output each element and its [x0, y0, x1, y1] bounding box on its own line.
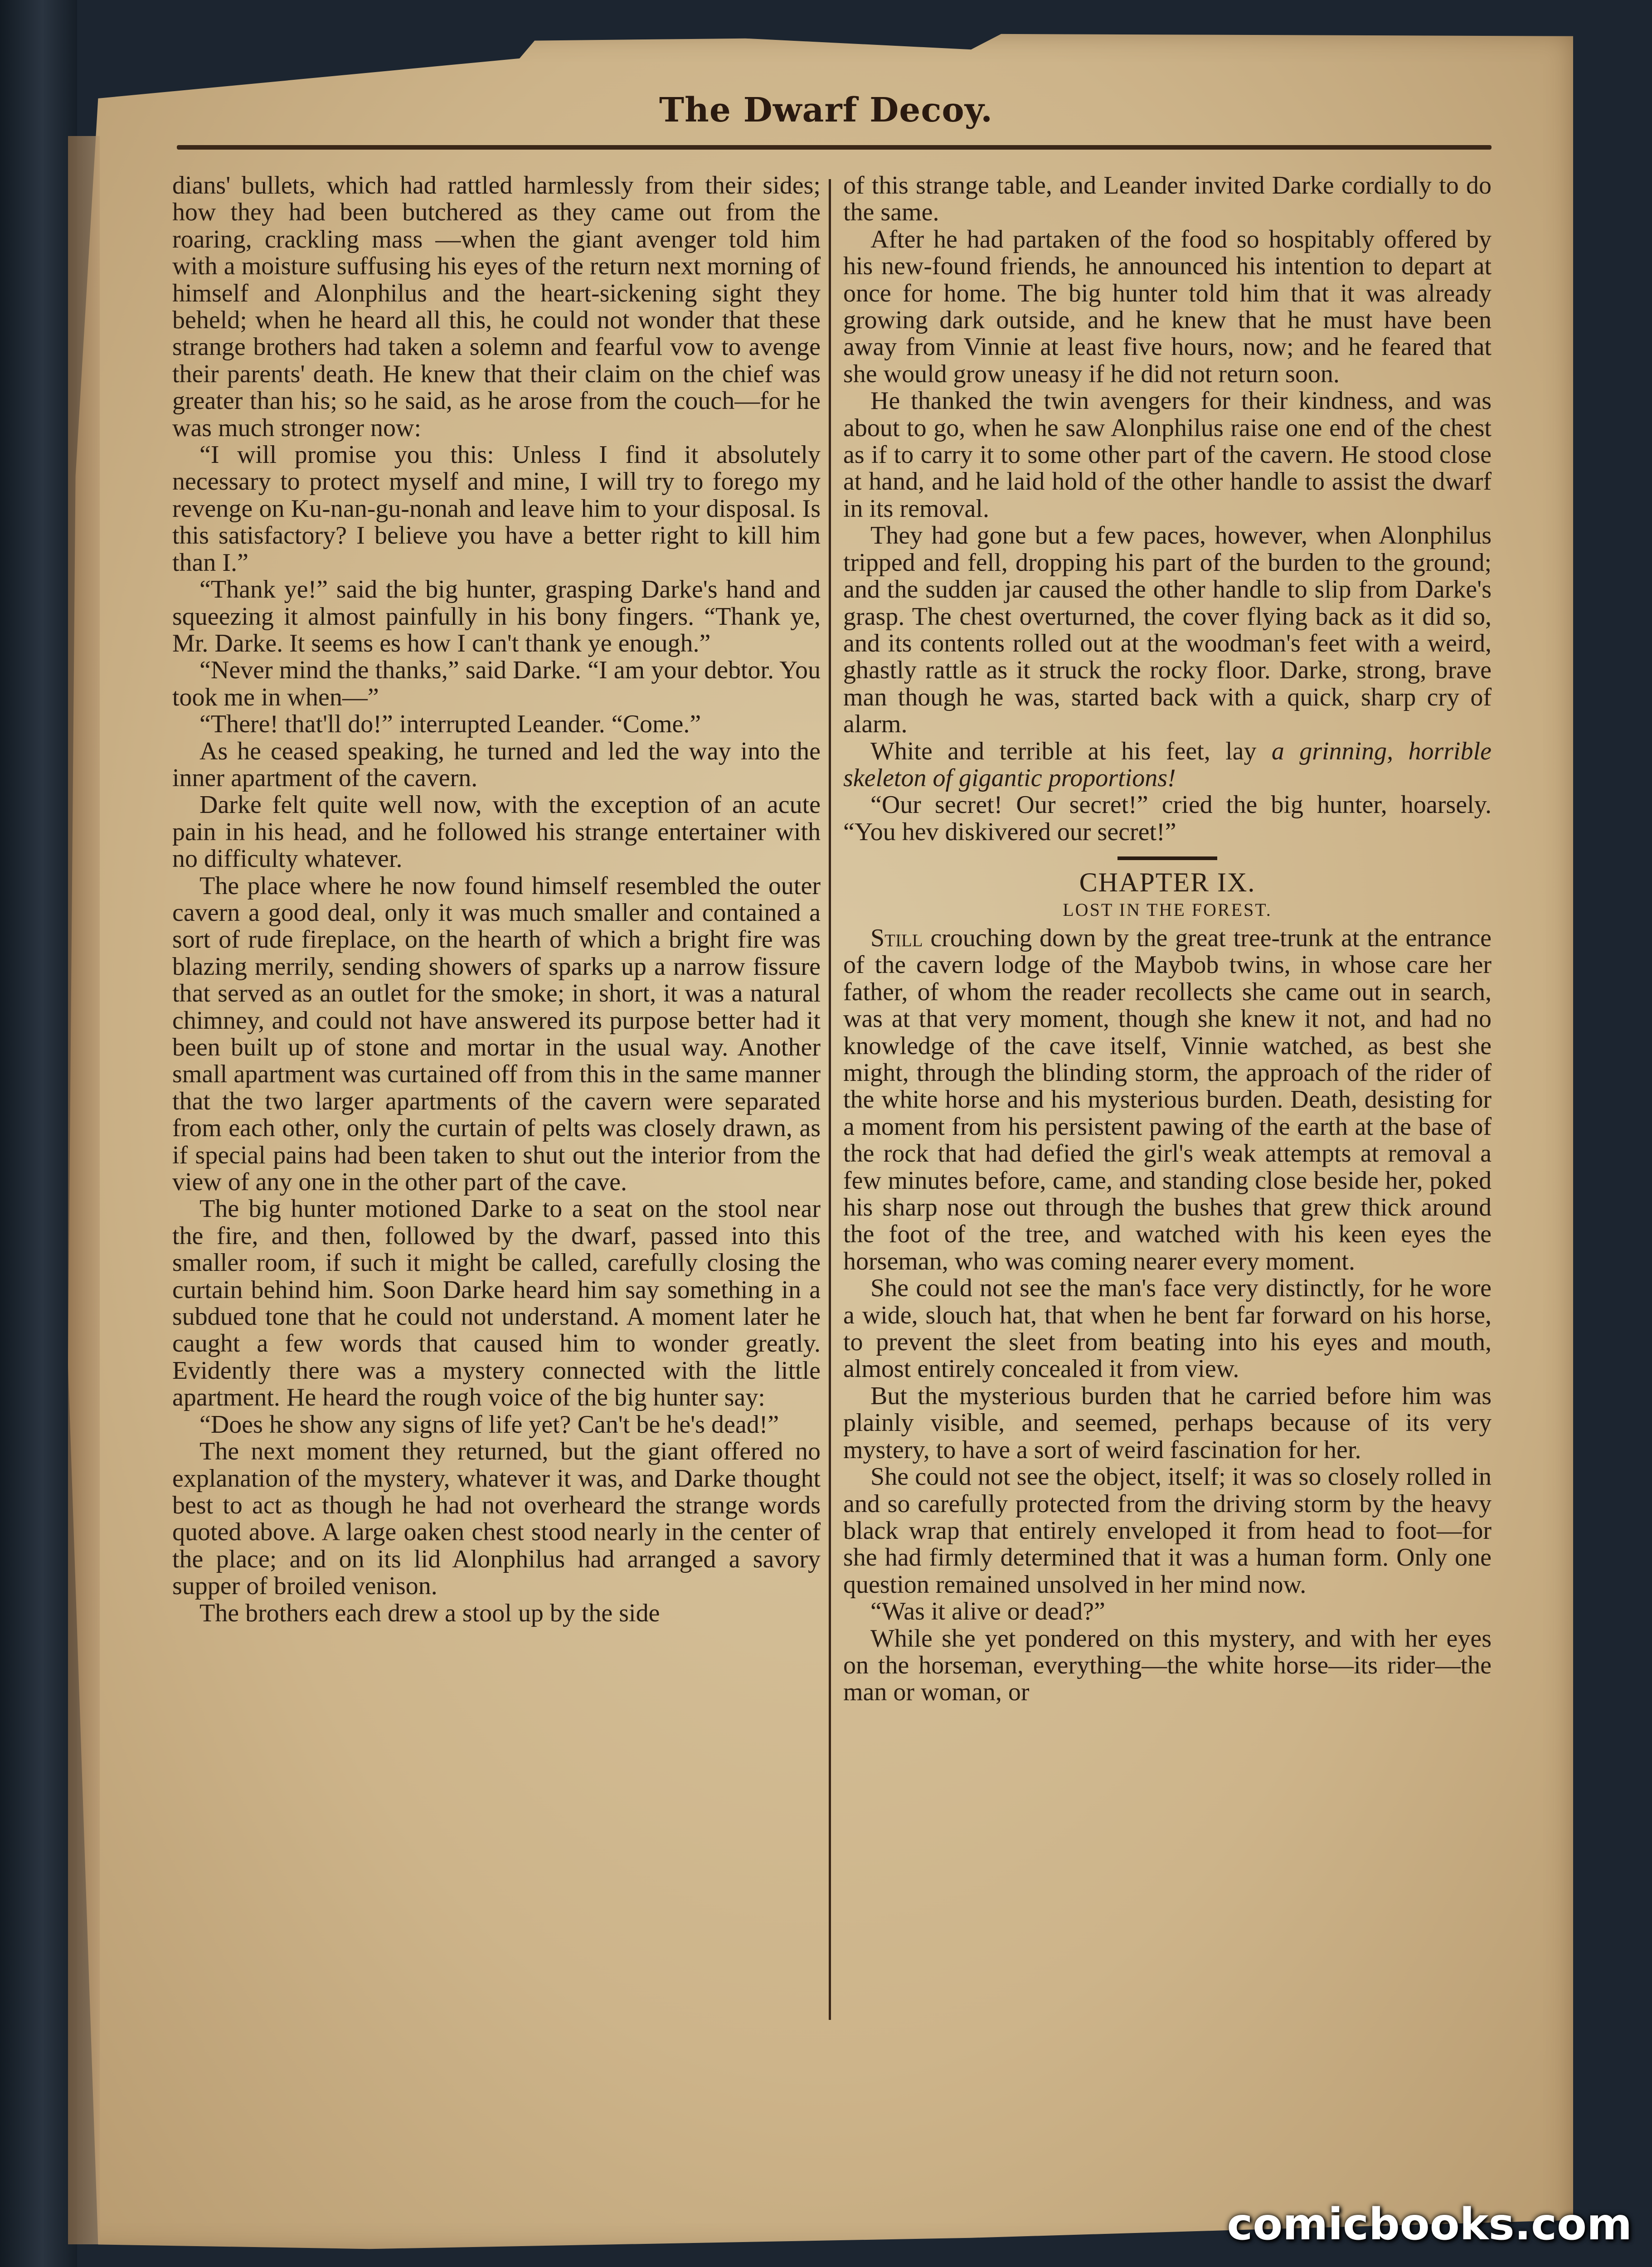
- paragraph: [172, 576, 821, 657]
- paragraph: [172, 442, 821, 576]
- paragraph: [843, 738, 1492, 792]
- paragraph: [172, 1600, 821, 1627]
- chapter-subtitle: LOST IN THE FOREST.: [1063, 899, 1272, 920]
- paragraph: [843, 792, 1492, 846]
- paragraph-text: “Does he show any signs of life yet? Can't be he's dead!”: [199, 1410, 779, 1439]
- column-divider: [829, 179, 831, 2020]
- paragraph-text: “Thank ye!” said the big hunter, grasping Darke's hand and squeezing it almost painfully in his bony fingers. “Thank ye, Mr. Darke. It seems es how I can't thank ye enough.”: [172, 575, 821, 657]
- chapter-title: CHAPTER IX.: [1079, 867, 1256, 898]
- paragraph: [843, 1464, 1492, 1598]
- paragraph: [172, 792, 821, 872]
- running-head-title: The Dwarf Decoy.: [659, 91, 993, 130]
- paragraph: [843, 1275, 1492, 1383]
- paragraph: [172, 657, 821, 711]
- paragraph: [172, 873, 821, 1196]
- paragraph: [172, 738, 821, 792]
- chapter-rule: [1118, 856, 1217, 860]
- paragraph-text: While she yet pondered on this mystery, and with her eyes on the horseman, everything—the white horse—its rider—the man or woman, or: [843, 1624, 1492, 1707]
- paragraph-text: But the mysterious burden that he carried before him was plainly visible, and seemed, perhaps because of its very mystery, to have a sort of weird fascination for her.: [843, 1382, 1492, 1464]
- paragraph-text: “I will promise you this: Unless I find it absolutely necessary to protect myself and mine, I will try to forego my revenge on Ku-nan-gu-nonah and leave him to your disposal. Is this satisfactory? I believe you have a better right to kill him than I.”: [172, 441, 821, 577]
- paragraph-text: As he ceased speaking, he turned and led the way into the inner apartment of the cavern.: [172, 737, 821, 792]
- paragraph-text: The big hunter motioned Darke to a seat on the stool near the fire, and then, followed by the dwarf, passed into this smaller room, if such it might be called, carefully closing the curtain behind him. Soon Darke heard him say something in a subdued tone that he could not understand. A moment later he caught a few words that caused him to wonder greatly. Evidently there was a mystery connected with the little apartment. He heard the rough voice of the big hunter say:: [172, 1195, 821, 1412]
- paragraph-text: They had gone but a few paces, however, when Alonphilus tripped and fell, dropping his part of the burden to the ground; and the sudden jar caused the other handle to slip from Darke's grasp. The chest overturned, the cover flying back as it did so, and its contents rolled out at the woodman's feet with a weird, ghastly rattle as it struck the rocky floor. Darke, strong, brave man though he was, started back with a quick, sharp cry of alarm.: [843, 521, 1492, 739]
- right-column-bottom: [843, 925, 1492, 1706]
- header-rule: [177, 145, 1492, 150]
- paragraph: [843, 172, 1492, 226]
- paragraph-text: He thanked the twin avengers for their kindness, and was about to go, when he saw Alonphilus raise one end of the chest as if to carry it to some other part of the cavern. He stood close at hand, and he laid hold of the other handle to assist the dwarf in its removal.: [843, 387, 1492, 523]
- paragraph-text: crouching down by the great tree-trunk at the entrance of the cavern lodge of the Maybob twins, in whose care her father, of whom the reader recollects she came out in search, was at that very moment, though she knew it not, and had no knowledge of the cave itself, Vinnie watched, as best she might, through the blinding storm, the approach of the rider of the white horse and his mysterious burden. Death, desisting for a moment from his persistent pawing of the earth at the base of the rock that had defied the girl's weak attempts at removal a few minutes before, came, and standing close beside her, poked his sharp nose out through the bushes that grew thick around the foot of the tree, and watched with his keen eyes the horseman, who was coming nearer every moment.: [843, 924, 1492, 1275]
- site-watermark: comicbooks.com: [1227, 2199, 1632, 2250]
- paragraph: [843, 226, 1492, 388]
- paragraph-text: of this strange table, and Leander invited Darke cordially to do the same.: [843, 171, 1492, 227]
- paragraph-text: She could not see the man's face very distinctly, for he wore a wide, slouch hat, that when he bent far forward on his horse, to prevent the sleet from beating into his eyes and mouth, almost entirely concealed it from view.: [843, 1274, 1492, 1383]
- page-worn-edge: [68, 136, 100, 2244]
- paragraph: [172, 1438, 821, 1600]
- italic-text: a grinning, horrible skeleton of gigantic proportions!: [843, 737, 1492, 792]
- book-binding: [0, 0, 77, 2267]
- paragraph-text: The brothers each drew a stool up by the side: [199, 1599, 660, 1627]
- paragraph-text: “There! that'll do!” interrupted Leander. “Come.”: [199, 710, 701, 739]
- paragraph-text: White and terrible at his feet, lay: [870, 737, 1272, 765]
- paragraph: [843, 522, 1492, 738]
- paragraph-text: Darke felt quite well now, with the exception of an acute pain in his head, and he followed his strange entertainer with no difficulty whatever.: [172, 791, 821, 873]
- right-column: [843, 172, 1492, 1706]
- paragraph-text: The next moment they returned, but the giant offered no explanation of the mystery, whatever it was, and Darke thought best to act as though he had not overheard the strange words quoted above. A large oaken chest stood nearly in the center of the place; and on its lid Alonphilus had arranged a savory supper of broiled venison.: [172, 1437, 821, 1601]
- paragraph-text: dians' bullets, which had rattled harmlessly from their sides; how they had been butchered as they came out from the roaring, crackling mass —when the giant avenger told him with a moisture suffusing his eyes of the return next morning of himself and Alonphilus and the heart-sickening sight they beheld; when he heard all this, he could not wonder that these strange brothers had taken a solemn and fearful vow to avenge their parents' death. He knew that their claim on the chief was greater than his; so he said, as he arose from the couch—for he was much stronger now:: [172, 171, 821, 442]
- paragraph: [172, 1196, 821, 1411]
- paragraph: [843, 1383, 1492, 1464]
- paragraph: [172, 711, 821, 738]
- left-column: [172, 172, 821, 1627]
- paragraph: [172, 172, 821, 442]
- paragraph: [172, 1411, 821, 1438]
- paragraph-text: “Never mind the thanks,” said Darke. “I am your debtor. You took me in when—”: [172, 656, 821, 711]
- paragraph-text: She could not see the object, itself; it was so closely rolled in and so carefully protected from the driving storm by the heavy black wrap that entirely enveloped it from head to foot—for she had firmly determined that it was a human form. Only one question remained unsolved in her mind now.: [843, 1463, 1492, 1599]
- drop-word: Still: [870, 924, 923, 952]
- paragraph: [843, 925, 1492, 1275]
- paragraph-text: The place where he now found himself resembled the outer cavern a good deal, only it was much smaller and contained a sort of rude fireplace, on the hearth of which a bright fire was blazing merrily, sending showers of sparks up a narrow fissure that served as an outlet for the smoke; in short, it was a natural chimney, and could not have answered its purpose better had it been built up of stone and mortar in the usual way. Another small apartment was curtained off from this in the same manner that the two larger apartments of the cavern were separated from each other, only the curtain of pelts was closely drawn, as if special pains had been taken to shut out the interior from the view of any one in the other part of the cave.: [172, 871, 821, 1197]
- paragraph: [843, 1598, 1492, 1625]
- paragraph-text: After he had partaken of the food so hospitably offered by his new-found friends, he announced his intention to depart at once for home. The big hunter told him that it was already growing dark outside, and he knew that he must have been away from Vinnie at least five hours, now; and he feared that she would grow uneasy if he did not return soon.: [843, 225, 1492, 388]
- right-column-top: [843, 172, 1492, 846]
- paragraph-text: “Our secret! Our secret!” cried the big hunter, hoarsely. “You hev diskivered our secret!”: [843, 791, 1492, 846]
- paragraph: [843, 388, 1492, 522]
- paragraph-text: “Was it alive or dead?”: [870, 1597, 1105, 1626]
- paragraph: [843, 1625, 1492, 1706]
